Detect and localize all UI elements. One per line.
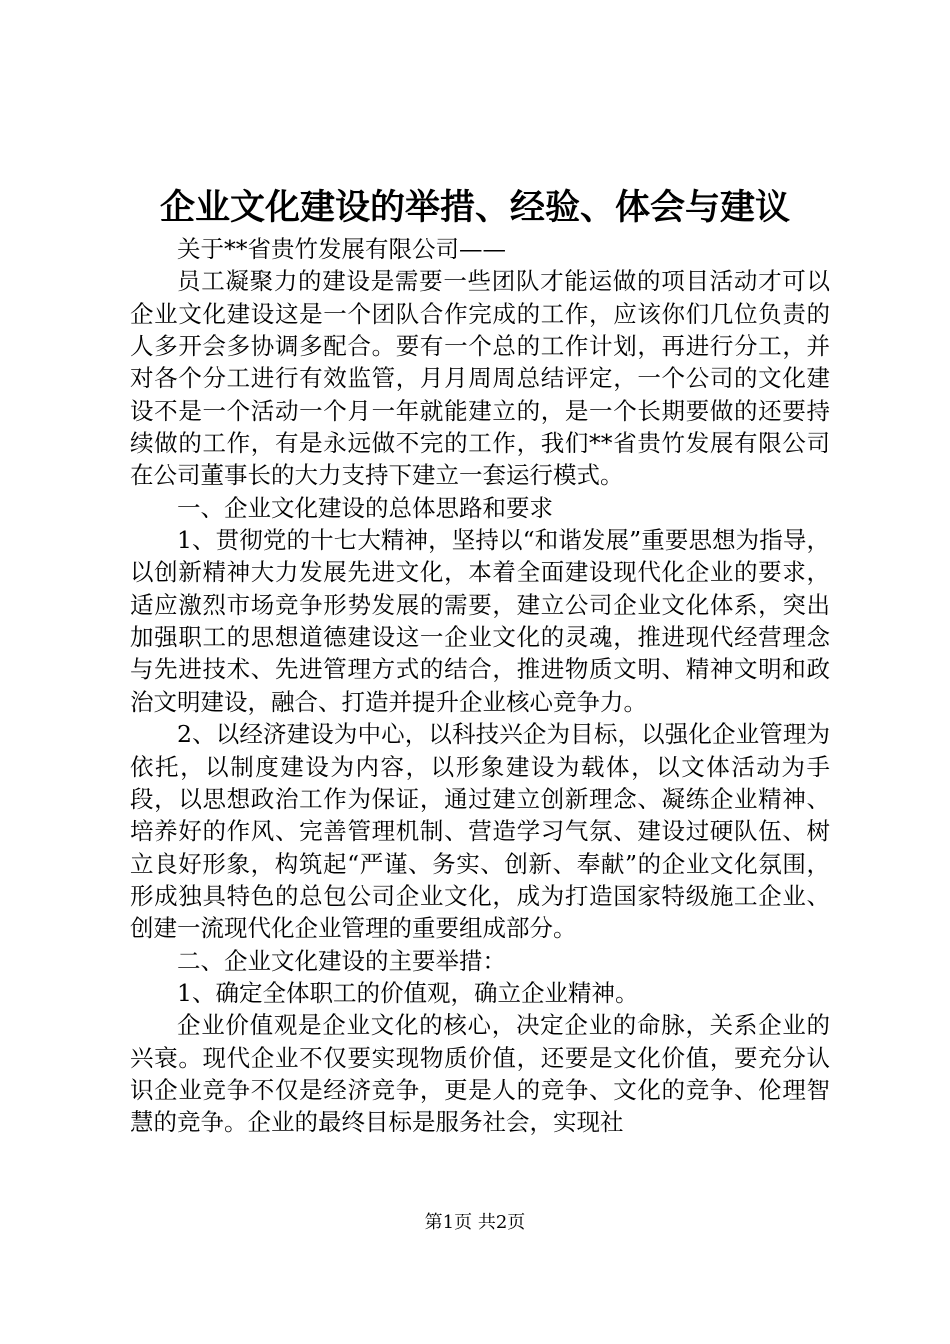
paragraph-cohesion: 员工凝聚力的建设是需要一些团队才能运做的项目活动才可以企业文化建设这是一个团队合作完成的工作，应该你们几位负责的人多开会多协调多配合。要有一个总的工作计划，再进行分工，并对各个分工进行有效监管，月月周周总结评定，一个公司的文化建设不是一个活动一个月一年就能建立的，是一个长期要做的还要持续做的工作，有是永远做不完的工作，我们**省贵竹发展有限公司在公司董事长的大力支持下建立一套运行模式。 — [130, 267, 830, 490]
section-heading-1: 一、企业文化建设的总体思路和要求 — [177, 493, 553, 522]
subheading-values: 1、确定全体职工的价值观，确立企业精神。 — [177, 978, 639, 1007]
document-title: 企业文化建设的举措、经验、体会与建议 — [159, 188, 790, 228]
section-heading-2: 二、企业文化建设的主要举措： — [177, 946, 506, 975]
document-body — [130, 233, 830, 1139]
paragraph-item-2: 2、以经济建设为中心，以科技兴企为目标，以强化企业管理为依托，以制度建设为内容，以形象建设为载体，以文体活动为手段，以思想政治工作为保证，通过建立创新理念、凝练企业精神、培养好的作风、完善管理机制、营造学习气氛、建设过硬队伍、树立良好形象，构筑起“严谨、务实、创新、奉献”的企业文化氛围，形成独具特色的总包公司企业文化，成为打造国家特级施工企业、创建一流现代化企业管理的重要组成部分。 — [130, 720, 830, 943]
page-footer: 第1页 共2页 — [424, 1212, 526, 1233]
paragraph-values: 企业价值观是企业文化的核心，决定企业的命脉，关系企业的兴衰。现代企业不仅要实现物质价值，还要是文化价值，要充分认识企业竞争不仅是经济竞争，更是人的竞争、文化的竞争、伦理智慧的竞争。企业的最终目标是服务社会，实现社 — [130, 1011, 830, 1137]
paragraph-intro: 关于**省贵竹发展有限公司—— — [177, 235, 506, 263]
paragraph-item-1: 1、贯彻党的十七大精神，坚持以“和谐发展”重要思想为指导，以创新精神大力发展先进文化，本着全面建设现代化企业的要求，适应激烈市场竞争形势发展的需要，建立公司企业文化体系，突出加强职工的思想道德建设这一企业文化的灵魂，推进现代经营理念与先进技术、先进管理方式的结合，推进物质文明、精神文明和政治文明建设，融合、打造并提升企业核心竞争力。 — [130, 526, 830, 716]
